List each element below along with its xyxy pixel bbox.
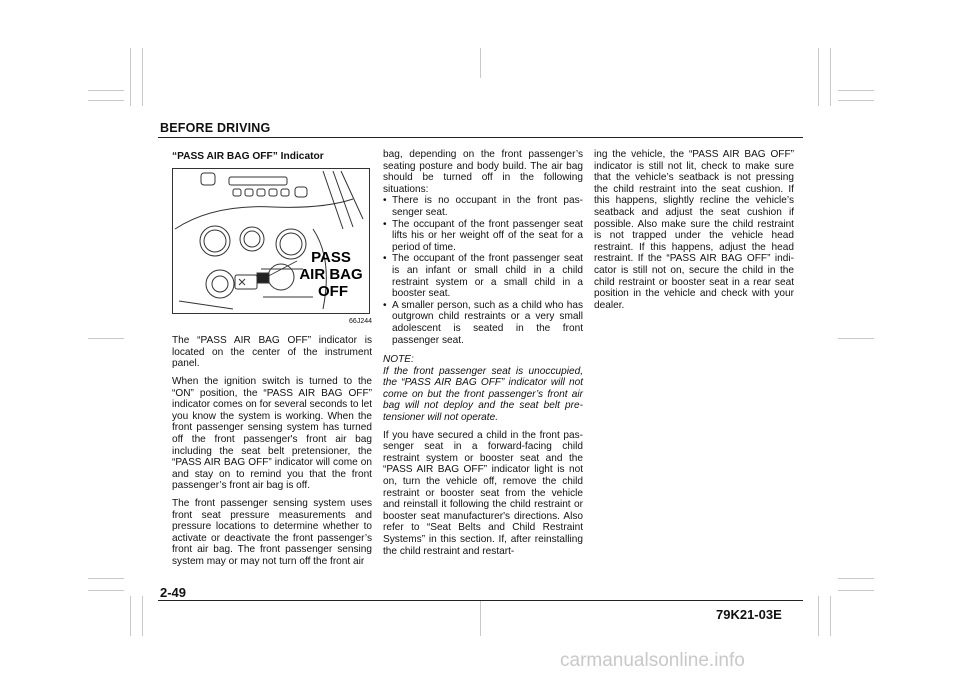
paragraph: ing the vehicle, the “PASS AIR BAG OFF” indicator is still not lit, check to make sure that the vehicle’s seatback is not pressing the child restraint into the seat cushion. If this happens, slightly recline the vehicle’s seatback and adjust the seat cushion if possible. Also make sure the child restraint is not trapped under the vehicle head restraint. If this happens, adjust the head restraint. If the “PASS AIR BAG OFF” indi-cator is still not on, secure the child in the child restraint or booster seat in a rear seat position in the vehicle and check with your dealer. — [594, 149, 794, 311]
note-text: If the front passenger seat is unoccupied, the “PASS AIR BAG OFF” indicator will not come on but the front passenger’s front air bag will not deploy and the seat belt pre-tensioner will not operate. — [383, 365, 583, 424]
list-item: • The occupant of the front passenger seat lifts his or her weight off of the seat for a period of time. — [383, 218, 583, 253]
note-label: NOTE: — [383, 354, 414, 366]
bullet-icon: • — [383, 253, 387, 265]
footer-rule — [158, 600, 803, 601]
list-item: • There is no occupant in the front pas-senger seat. — [383, 195, 583, 218]
list-item: • A smaller person, such as a child who has outgrown child restraints or a very small adolescent is seated in the front passenger seat. — [383, 299, 583, 346]
bullet-icon: • — [383, 218, 387, 230]
page-number: 2-49 — [160, 585, 187, 600]
document-code: 79K21-03E — [716, 607, 782, 622]
instrument-panel-figure — [172, 168, 370, 314]
middle-column — [383, 149, 583, 563]
section-title: BEFORE DRIVING — [160, 121, 271, 135]
bullet-icon: • — [383, 195, 387, 207]
situation-list — [383, 195, 583, 346]
bullet-icon: • — [383, 299, 387, 311]
list-item: • The occupant of the front passenger seat is an infant or small child in a child restraint system or a small child in a booster seat. — [383, 253, 583, 300]
left-column — [172, 151, 372, 573]
right-column — [594, 149, 794, 317]
indicator-heading: “PASS AIR BAG OFF” Indicator — [172, 151, 324, 162]
paragraph: If you have secured a child in the front pas-senger seat in a forward-facing child restraint system or booster seat and the “PASS AIR BAG OFF” indicator light is not on, turn the vehicle off, remove the child restraint or booster seat from the vehicle and reinstall it following the child restraint or booster seat manufacturer's directions. Also refer to “Seat Belts and Child Restraint Systems” in this section. If, after reinstalling the child restraint and restart- — [383, 429, 583, 557]
indicator-label-line2: AIR BAG — [299, 265, 363, 283]
header-rule — [158, 137, 803, 138]
paragraph: The front passenger sensing system uses front seat pressure measurements and pressure locations to determine whether to activate or deactivate the front passenger’s front air bag. The front passenger sensing system may or may not turn off the front air — [172, 497, 372, 567]
indicator-label-line1: PASS — [311, 248, 351, 266]
paragraph: bag, depending on the front passenger’s seating posture and body build. The air bag should be turned off in the following situations: — [383, 149, 583, 195]
indicator-label-line3: OFF — [318, 282, 348, 300]
paragraph: The “PASS AIR BAG OFF” indicator is located on the center of the instrument panel. — [172, 335, 372, 370]
watermark: carmanualsonline.info — [560, 650, 745, 671]
paragraph: When the ignition switch is turned to the “ON” position, the “PASS AIR BAG OFF” indicator comes on for several seconds to let you know the system is working. When the front passenger sensing system has turned off the front passenger's front air bag including the seat belt pretensioner, the “PASS AIR BAG OFF” indicator will come on and stay on to remind you that the front passenger’s front air bag is off. — [172, 375, 372, 492]
figure-code: 66J244 — [349, 317, 372, 325]
instrument-panel-illustration — [173, 169, 369, 313]
